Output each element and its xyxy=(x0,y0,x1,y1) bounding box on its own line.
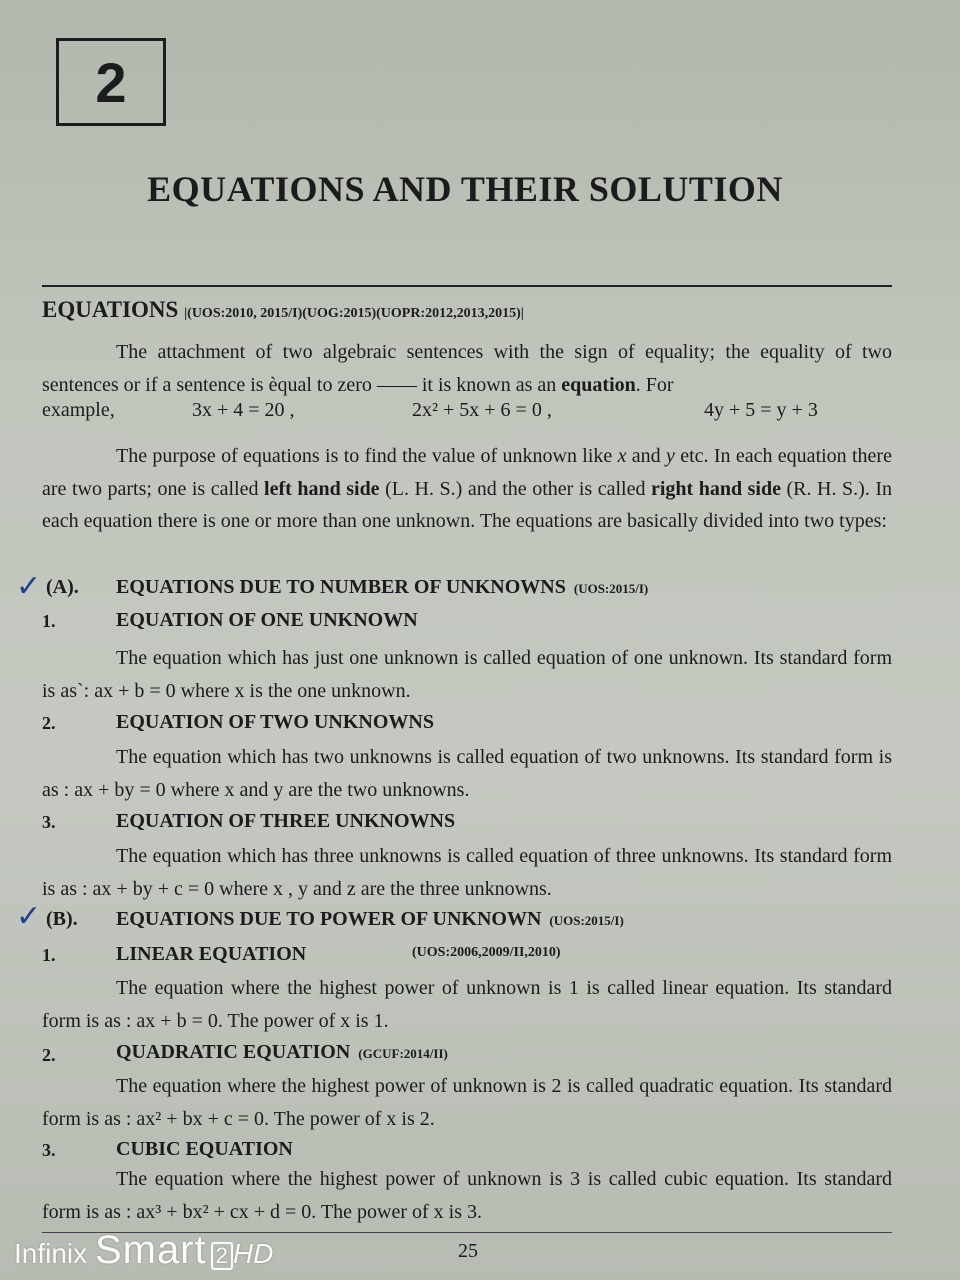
item-text-content: The equation which has two unknowns is called equation of two unknowns. Its standard form is as : ax + by = 0 where x and y are the two unknowns. xyxy=(42,746,892,801)
purpose-text-3: (L. H. S.) and the other is called xyxy=(379,477,651,500)
part-b-heading-text: EQUATIONS DUE TO POWER OF UNKNOWN xyxy=(116,908,542,930)
check-mark-icon: ✓ xyxy=(16,569,42,604)
example-equation-1: 3x + 4 = 20 , xyxy=(192,399,295,421)
rhs-term: right hand side xyxy=(650,477,781,500)
item-text xyxy=(42,1070,892,1135)
item-text xyxy=(42,972,892,1037)
intro-text: The attachment of two algebraic sentences with the sign of equality; the equality of two sentences or if a sentence is èqual to zero —— it is known as an xyxy=(42,341,892,396)
example-line xyxy=(42,399,892,431)
page-number: 25 xyxy=(458,1240,478,1262)
item-heading: EQUATION OF ONE UNKNOWN xyxy=(116,609,418,631)
chapter-number-box xyxy=(56,38,166,126)
intro-bold-term: equation xyxy=(561,373,636,396)
item-text xyxy=(42,1163,892,1228)
item-heading xyxy=(116,1041,448,1064)
purpose-paragraph xyxy=(42,440,892,538)
part-a-heading xyxy=(116,576,648,599)
item-number: 2. xyxy=(42,713,56,733)
camera-watermark xyxy=(14,1228,273,1273)
item-reference: (UOS:2006,2009/II,2010) xyxy=(412,945,561,960)
item-heading: EQUATION OF THREE UNKNOWNS xyxy=(116,810,456,832)
part-a-label: (A). xyxy=(46,576,79,598)
item-heading: CUBIC EQUATION xyxy=(116,1138,293,1160)
example-equation-3: 4y + 5 = y + 3 xyxy=(704,399,818,421)
purpose-text-1: The purpose of equations is to find the value of unknown like xyxy=(116,445,618,467)
chapter-number: 2 xyxy=(95,50,127,114)
top-rule xyxy=(42,285,892,287)
item-text-content: The equation where the highest power of unknown is 2 is called quadratic equation. Its standard form is as : ax² + bx + c = 0. The power of x is 2. xyxy=(42,1075,892,1130)
lhs-term: left hand side xyxy=(264,477,380,500)
item-text xyxy=(42,642,892,707)
item-text xyxy=(42,741,892,806)
item-text-content: The equation which has three unknowns is called equation of three unknowns. Its standard form is as : ax + by + c = 0 where x , y and z are the three unknowns. xyxy=(42,845,892,900)
item-text-content: The equation where the highest power of unknown is 1 is called linear equation. Its standard form is as : ax + b = 0. The power of x is 1. xyxy=(42,977,892,1032)
item-text-content: The equation which has just one unknown is called equation of one unknown. Its standard form is as`: ax + b = 0 where x is the one unknown. xyxy=(42,647,892,702)
part-b-ref: (UOS:2015/I) xyxy=(549,913,624,928)
section-heading-text: EQUATIONS xyxy=(42,297,179,322)
example-label: example, xyxy=(42,399,115,421)
watermark-brand: Infinix xyxy=(14,1238,88,1269)
purpose-and: and xyxy=(626,445,667,467)
item-reference: (GCUF:2014/II) xyxy=(358,1046,448,1061)
part-b-label: (B). xyxy=(46,908,78,930)
var-y: y xyxy=(666,445,675,467)
intro-paragraph xyxy=(42,336,892,401)
section-references: |(UOS:2010, 2015/I)(UOG:2015)(UOPR:2012,2013,2015)| xyxy=(184,306,524,321)
item-number: 3. xyxy=(42,812,56,832)
item-heading: LINEAR EQUATION xyxy=(116,943,307,965)
watermark-model: Smart xyxy=(94,1228,207,1272)
example-equation-2: 2x² + 5x + 6 = 0 , xyxy=(412,399,552,421)
intro-end: . For xyxy=(635,373,674,396)
chapter-title: EQUATIONS AND THEIR SOLUTION xyxy=(147,169,783,209)
purpose-text-4: (R. H. S.). In each equation there is one or more than one unknown. The equations are basically divided into two types: xyxy=(42,477,893,532)
item-heading: EQUATION OF TWO UNKNOWNS xyxy=(116,711,434,733)
item-number: 1. xyxy=(42,611,56,631)
check-mark-icon: ✓ xyxy=(16,899,42,934)
item-number: 3. xyxy=(42,1140,56,1160)
purpose-text-2: etc. In each equation there are two parts; one is called xyxy=(42,445,892,500)
item-heading-text: QUADRATIC EQUATION xyxy=(116,1041,351,1063)
item-number: 2. xyxy=(42,1045,56,1065)
section-heading xyxy=(42,297,524,323)
watermark-number: 2 xyxy=(211,1242,233,1270)
var-x: x xyxy=(617,445,627,467)
item-text xyxy=(42,840,892,905)
item-number: 1. xyxy=(42,945,56,965)
part-b-heading xyxy=(116,908,624,931)
part-a-ref: (UOS:2015/I) xyxy=(573,581,649,596)
part-a-heading-text: EQUATIONS DUE TO NUMBER OF UNKNOWNS xyxy=(116,576,566,598)
item-text-content: The equation where the highest power of unknown is 3 is called cubic equation. Its standard form is as : ax³ + bx² + cx + d = 0. The power of x is 3. xyxy=(42,1168,892,1223)
watermark-suffix: HD xyxy=(232,1238,274,1269)
